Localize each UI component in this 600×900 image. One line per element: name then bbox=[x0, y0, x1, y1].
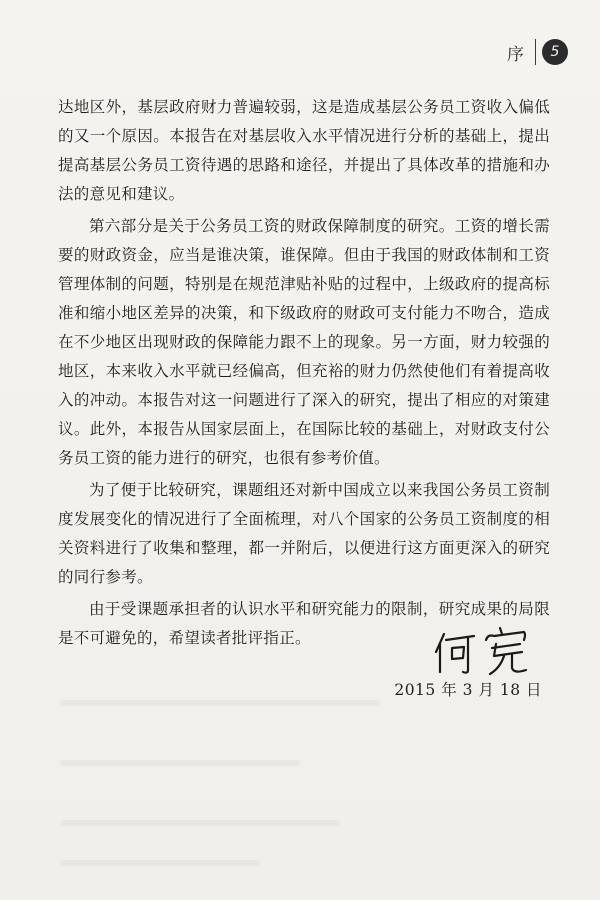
handwritten-signature bbox=[430, 622, 540, 678]
show-through-mark bbox=[60, 820, 340, 826]
paragraph: 由于受课题承担者的认识水平和研究能力的限制，研究成果的局限是不可避免的，希望读者批评指正。 bbox=[58, 600, 550, 647]
paragraph: 为了便于比较研究，课题组还对新中国成立以来我国公务员工资制度发展变化的情况进行了全面梳理，对八个国家的公务员工资制度的相关资料进行了收集和整理，都一并附后，以便进行这方面更深入的研究的同行参考。 bbox=[58, 481, 550, 586]
signature-date: 2015 年 3 月 18 日 bbox=[394, 681, 542, 699]
paragraph: 第六部分是关于公务员工资的财政保障制度的研究。工资的增长需要的财政资金，应当是谁决策，谁保障。但由于我国的财政体制和工资管理体制的问题，特别是在规范津贴补贴的过程中，上级政府的提高标准和缩小地区差异的决策，和下级政府的财政可支付能力不吻合，造成在不少地区出现财政的保障能力跟不上的现象。另一方面，财力较强的地区，本来收入水平就已经偏高，但充裕的财力仍然使他们有着提高收入的冲动。本报告对这一问题进行了深入的研究，提出了相应的对策建议。此外，本报告从国家层面上，在国际比较的基础上，对财政支付公务员工资的能力进行的研究，也很有参考价值。 bbox=[58, 217, 550, 467]
show-through-mark bbox=[60, 700, 380, 706]
page-number-badge: 5 bbox=[542, 39, 568, 65]
header-divider bbox=[535, 39, 536, 65]
running-header bbox=[507, 38, 568, 66]
show-through-mark bbox=[60, 860, 260, 866]
body-text bbox=[58, 93, 550, 656]
section-label: 序 bbox=[507, 44, 525, 65]
paragraph-continued: 达地区外，基层政府财力普遍较弱，这是造成基层公务员工资收入偏低的又一个原因。本报告在对基层收入水平情况进行分析的基础上，提出提高基层公务员工资待遇的思路和途径，并提出了具体改革的措施和办法的意见和建议。 bbox=[58, 98, 550, 203]
show-through-mark bbox=[60, 760, 300, 766]
